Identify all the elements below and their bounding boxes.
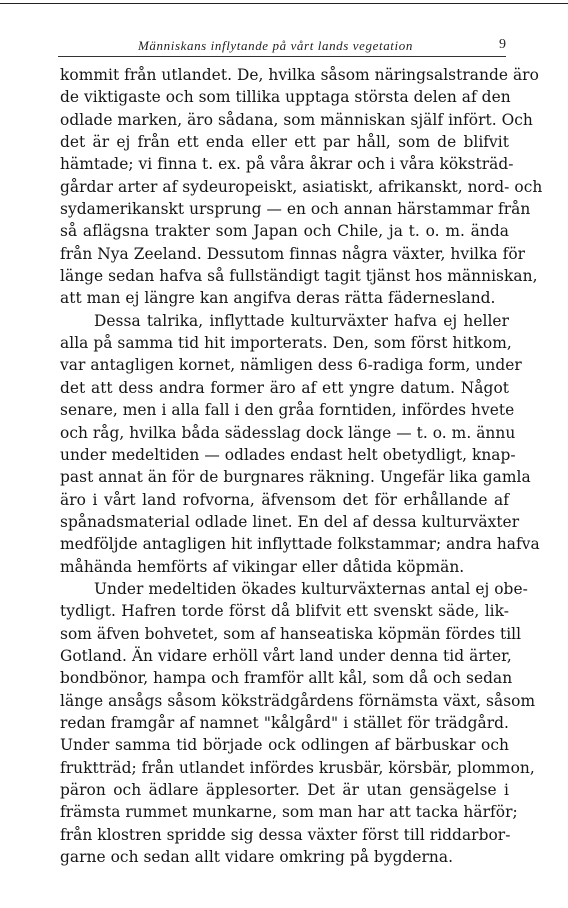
text-line: och råg, hvilka båda sädesslag dock länge — t. o. m. ännu [60,423,516,442]
text-line: senare, men i alla fall i den gråa forntiden, infördes hvete [60,401,515,420]
text-line: var antagligen kornet, nämligen dess 6-radiga form, under [60,356,522,375]
text-line: under medeltiden — odlades endast helt obetydligt, knap- [60,445,516,464]
text-line: päron och ädlare äpplesorter. Det är utan gensägelse i [60,781,509,799]
text-line: hämtade; vi finna t. ex. på våra åkrar och i våra köksträd- [60,155,514,174]
paragraph-first-line: Dessa talrika, inflyttade kulturväxter hafva ej heller [94,311,509,330]
text-line: så aflägsna trakter som Japan och Chile, ja t. o. m. ända [60,222,509,241]
header-rule [58,56,506,57]
text-line: tydligt. Hafren torde först då blifvit ett svenskt säde, lik- [60,602,509,621]
text-line: medföljde antagligen hit inflyttade folkstammar; andra hafva [60,535,540,554]
page-number: 9 [499,37,506,52]
text-line: kommit från utlandet. De, hvilka såsom näringsalstrande äro [60,66,539,84]
text-line: odlade marken, äro sådana, som människan själf infört. Och [60,110,533,129]
body-text [60,64,543,868]
text-line: från klostren spridde sig dessa växter först till riddarbor- [60,825,511,844]
text-line: länge sedan hafva så fullständigt tagit tjänst hos människan, [60,267,538,286]
text-line: det att dess andra former äro af ett yngre datum. Något [60,378,509,397]
text-line: spånadsmaterial odlade linet. En del af dessa kulturväxter [60,512,520,531]
text-line: sydamerikanskt ursprung — en och annan härstammar från [60,200,531,219]
text-line: äro i vårt land rofvorna, äfvensom det för erhållande af [60,490,509,509]
text-line: främsta rummet munkarne, som man har att tacka härför; [60,803,518,822]
text-line: de viktigaste och som tillika upptaga största delen af den [60,88,511,107]
paragraph-first-line: Under medeltiden ökades kulturväxternas antal ej obe- [94,579,528,598]
scan-top-edge [0,3,568,4]
paragraph-end-line: att man ej längre kan angifva deras rätta fädernesland. [60,289,496,308]
text-line: Under samma tid började ock odlingen af bärbuskar och [60,736,509,755]
text-line: från Nya Zeeland. Dessutom finnas några växter, hvilka för [60,244,526,263]
text-line: redan framgår af namnet "kålgård" i stället för trädgård. [60,713,509,732]
text-line: fruktträd; från utlandet infördes krusbär, körsbär, plommon, [60,758,535,777]
text-line: gårdar arter af sydeuropeiskt, asiatiskt, afrikanskt, nord- och [60,177,543,196]
text-line: past annat än för de burgnares räkning. Ungefär lika gamla [60,468,531,487]
running-title: Människans inflytande på vårt lands vegetation [138,38,413,53]
text-line: bondbönor, hampa och framför allt kål, som då och sedan [60,669,513,688]
running-head [58,38,506,60]
text-line: alla på samma tid hit importerats. Den, som först hitkom, [60,334,512,353]
text-line: det är ej från ett enda eller ett par håll, som de blifvit [60,133,509,152]
text-line: som äfven bohvetet, som af hanseatiska köpmän fördes till [60,624,522,643]
paragraph-end-line: garne och sedan allt vidare omkring på bygderna. [60,848,454,867]
paragraph-end-line: måhända hemförts af vikingar eller dåtida köpmän. [60,557,465,576]
text-line: länge ansågs såsom köksträdgårdens förnämsta växt, såsom [60,691,536,710]
text-line: Gotland. Än vidare erhöll vårt land under denna tid ärter, [60,646,512,665]
